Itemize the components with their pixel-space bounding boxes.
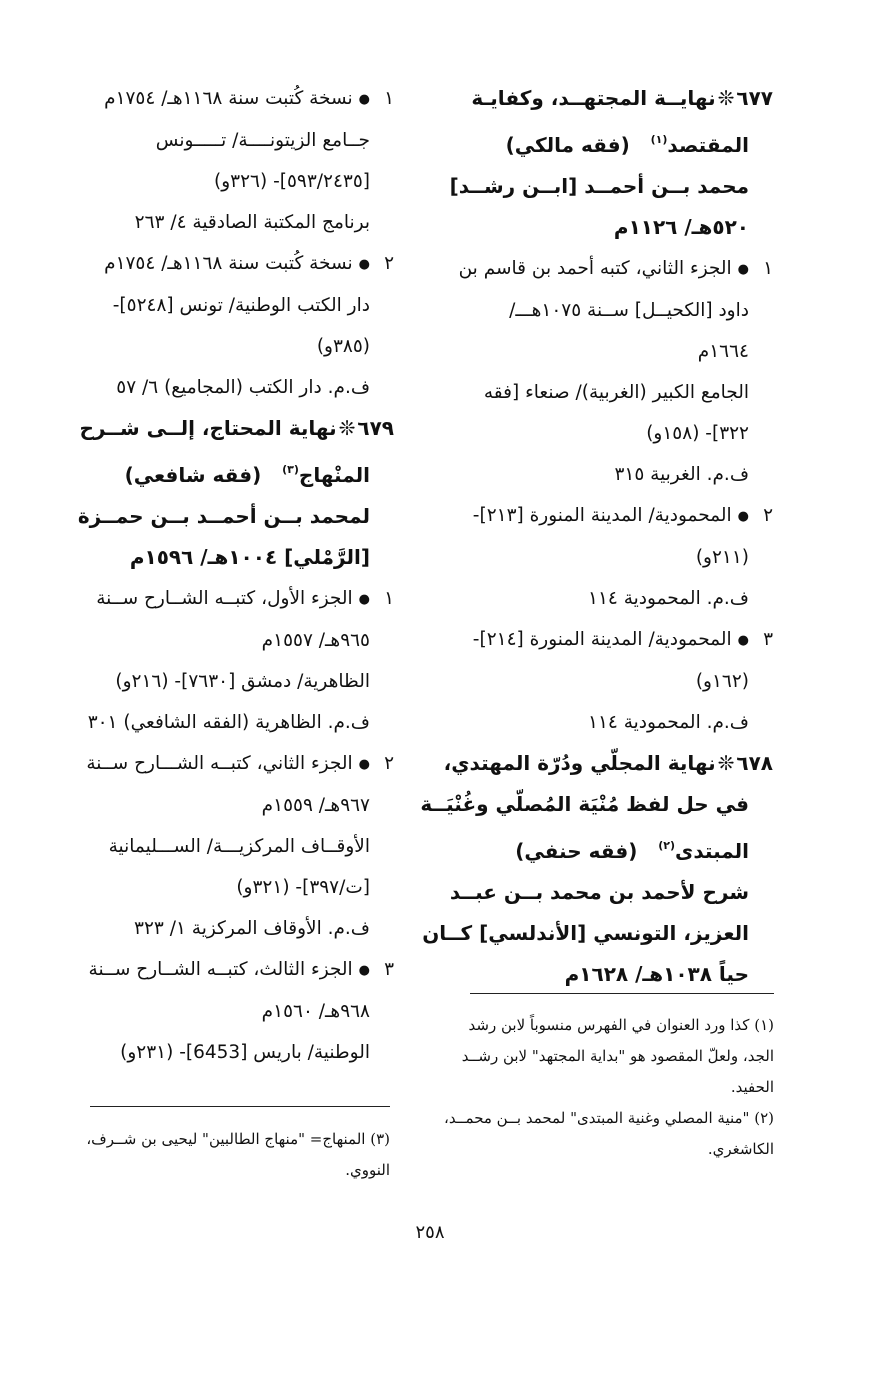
footnotes-right (438, 1010, 774, 1165)
right-column (420, 78, 773, 995)
entry-number: ٦٧٨ (736, 751, 773, 775)
asterism-icon: ❊ (338, 416, 356, 440)
entry-number: ٢ (384, 753, 394, 774)
text-line (50, 867, 394, 908)
line-text: الجزء الثاني، كتبــه الشـــارح ســنة (86, 753, 353, 774)
line-text: [ت/٣٩٧]- (٣٢١و) (236, 877, 370, 898)
text-line (50, 537, 394, 578)
text-line (440, 702, 773, 743)
text-line (50, 991, 394, 1032)
line-text: ١٦٦٤م (697, 341, 749, 362)
bullet-icon: ● (358, 592, 370, 607)
asterism-icon: ❊ (717, 751, 735, 775)
entry-number: ٦٧٧ (736, 86, 773, 110)
line-text: ف.م. الغربية ٣١٥ (614, 464, 749, 485)
text-line (50, 202, 394, 243)
line-text: ٩٦٧هـ/ ١٥٥٩م (261, 795, 370, 816)
subject-tag: (فقه مالكي) (505, 133, 651, 157)
text-line (440, 372, 773, 413)
text-line (440, 872, 773, 913)
line-text: ٩٦٥هـ/ ١٥٥٧م (261, 630, 370, 651)
line-text: الجامع الكبير (الغربية)/ صنعاء [فقه (483, 382, 749, 403)
subject-tag: (فقه شافعي) (124, 463, 283, 487)
text-line (422, 913, 773, 954)
line-text: دار الكتب الوطنية/ تونس [٥٢٤٨]- (112, 295, 370, 316)
text-line (440, 207, 773, 248)
bullet-icon: ● (358, 257, 370, 272)
line-text: نسخة كُتبت سنة ١١٦٨هـ/ ١٧٥٤م (104, 253, 353, 274)
line-text: ٩٦٨هـ/ ١٥٦٠م (261, 1001, 370, 1022)
line-text: (١٦٢و) (695, 671, 749, 692)
footnotes-left (50, 1124, 390, 1186)
line-text: الظاهرية/ دمشق [٧٦٣٠]- (٢١٦و) (115, 671, 370, 692)
footnote-line: النووي. (345, 1161, 390, 1179)
text-line (50, 908, 394, 949)
entry-number: ٣ (384, 959, 394, 980)
entry-number: ٢ (763, 505, 773, 526)
text-line (50, 743, 394, 785)
text-line (440, 454, 773, 495)
line-text: ف.م. المحمودية ١١٤ (588, 588, 749, 609)
line-text: [الرَّمْلي] ١٠٠٤هـ/ ١٥٩٦م (129, 545, 370, 569)
entry-number: ١ (384, 88, 394, 109)
line-text: نهاية المحتاج، إلــى شــرح (79, 416, 337, 440)
text-line (440, 78, 773, 119)
text-line (50, 367, 394, 408)
text-line (440, 954, 773, 995)
footnote-line: الحفيد. (730, 1078, 774, 1096)
line-text: المبتدى (675, 839, 749, 863)
bullet-icon: ● (737, 509, 749, 524)
text-line (50, 243, 394, 285)
footnote-ref: (١) (650, 133, 668, 146)
text-line (440, 825, 773, 872)
text-line (440, 166, 773, 207)
text-line (440, 248, 773, 290)
line-text: [٥٩٣/٢٤٣٥]- (٣٢٦و) (214, 171, 370, 192)
left-column (50, 78, 394, 1073)
line-text: ف.م. الأوقاف المركزية ١/ ٣٢٣ (134, 918, 370, 939)
text-line (50, 702, 394, 743)
footnote-line: الكاشغري. (707, 1140, 774, 1158)
text-line (50, 496, 394, 537)
line-text: نهايــة المجتهــد، وكفايـة (471, 86, 716, 110)
text-line (440, 661, 773, 702)
footnote-line: الجد، ولعلّ المقصود هو "بداية المجتهد" لابن رشــد (461, 1047, 774, 1065)
line-text: المحمودية/ المدينة المنورة [٢١٣]- (472, 505, 732, 526)
text-line (50, 785, 394, 826)
text-line (440, 619, 773, 661)
line-text: نهاية المجلّي ودُرّة المهتدي، (443, 751, 716, 775)
text-line (50, 620, 394, 661)
bullet-icon: ● (737, 262, 749, 277)
text-line (50, 285, 394, 326)
footnote-separator-left (90, 1106, 390, 1107)
line-text: ف.م. دار الكتب (المجاميع) ٦/ ٥٧ (116, 377, 370, 398)
text-line (440, 537, 773, 578)
line-text: لمحمد بــن أحمــد بــن حمــزة (77, 504, 370, 528)
subject-tag: (فقه حنفي) (515, 839, 659, 863)
line-text: ف.م. الظاهرية (الفقه الشافعي) ٣٠١ (87, 712, 370, 733)
text-line (50, 408, 394, 449)
line-text: الوطنية/ باريس [6453]- (٢٣١و) (120, 1042, 370, 1063)
line-text: المحمودية/ المدينة المنورة [٢١٤]- (472, 629, 732, 650)
text-line (50, 161, 394, 202)
line-text: ٥٢٠هـ/ ١١٢٦م (613, 215, 749, 239)
footnote-line: (٢) "منية المصلي وغنية المبتدى" لمحمد بــن محمــد، (444, 1109, 774, 1127)
footnote-line: (٣) المنهاج= "منهاج الطالبين" ليحيى بن شــرف، (86, 1130, 390, 1148)
entry-number: ١ (763, 258, 773, 279)
text-line (420, 784, 773, 825)
line-text: نسخة كُتبت سنة ١١٦٨هـ/ ١٧٥٤م (104, 88, 353, 109)
footnote-ref: (٣) (282, 463, 299, 476)
line-text: الجزء الثاني، كتبه أحمد بن قاسم بن (458, 258, 732, 279)
line-text: (٣٨٥و) (316, 336, 370, 357)
footnote-separator-right (470, 993, 774, 994)
entry-number: ١ (384, 588, 394, 609)
text-line (50, 578, 394, 620)
bullet-icon: ● (358, 92, 370, 107)
line-text: الجزء الأول، كتبــه الشــارح ســنة (96, 588, 353, 609)
line-text: المقتصد (667, 133, 749, 157)
text-line (50, 826, 394, 867)
text-line (440, 495, 773, 537)
text-line (440, 331, 773, 372)
line-text: المنْهاج (298, 463, 370, 487)
line-text: الأوقــاف المركزيـــة/ الســـليمانية (108, 836, 370, 857)
text-line (440, 413, 773, 454)
line-text: جــامع الزيتونــــة/ تـــــونس (155, 130, 370, 151)
bullet-icon: ● (358, 757, 370, 772)
line-text: شرح لأحمد بن محمد بــن عبــد (449, 880, 749, 904)
line-text: ف.م. المحمودية ١١٤ (588, 712, 749, 733)
asterism-icon: ❊ (717, 86, 735, 110)
bullet-icon: ● (737, 633, 749, 648)
entry-number: ٢ (384, 253, 394, 274)
text-line (50, 78, 394, 120)
text-line (440, 743, 773, 784)
page-number: ٢٥٨ (415, 1222, 445, 1243)
footnote-ref: (٢) (658, 839, 676, 852)
line-text: حياً ١٠٣٨هـ/ ١٦٢٨م (564, 962, 749, 986)
text-line (50, 1032, 394, 1073)
entry-number: ٦٧٩ (357, 416, 394, 440)
text-line (50, 120, 394, 161)
line-text: الجزء الثالث، كتبــه الشــارح ســنة (88, 959, 353, 980)
line-text: محمد بــن أحمــد [ابــن رشــد] (449, 174, 749, 198)
line-text: في حل لفظ مُنْيَة المُصلّي وغُنْيَــة (420, 792, 749, 816)
footnote-line: (١) كذا ورد العنوان في الفهرس منسوباً لابن رشد (468, 1016, 774, 1034)
line-text: (٢١١و) (695, 547, 749, 568)
line-text: داود [الكحيــل] ســنة ١٠٧٥هـــ/ (509, 300, 749, 321)
line-text: برنامج المكتبة الصادقية ٤/ ٢٦٣ (134, 212, 370, 233)
line-text: ٣٢٢]- (١٥٨و) (646, 423, 749, 444)
line-text: العزيز، التونسي [الأندلسي] كــان (422, 921, 749, 945)
bullet-icon: ● (358, 963, 370, 978)
text-line (50, 326, 394, 367)
text-line (50, 661, 394, 702)
text-line (440, 119, 773, 166)
text-line (50, 449, 394, 496)
entry-number: ٣ (763, 629, 773, 650)
text-line (50, 949, 394, 991)
text-line (440, 578, 773, 619)
text-line (440, 290, 773, 331)
